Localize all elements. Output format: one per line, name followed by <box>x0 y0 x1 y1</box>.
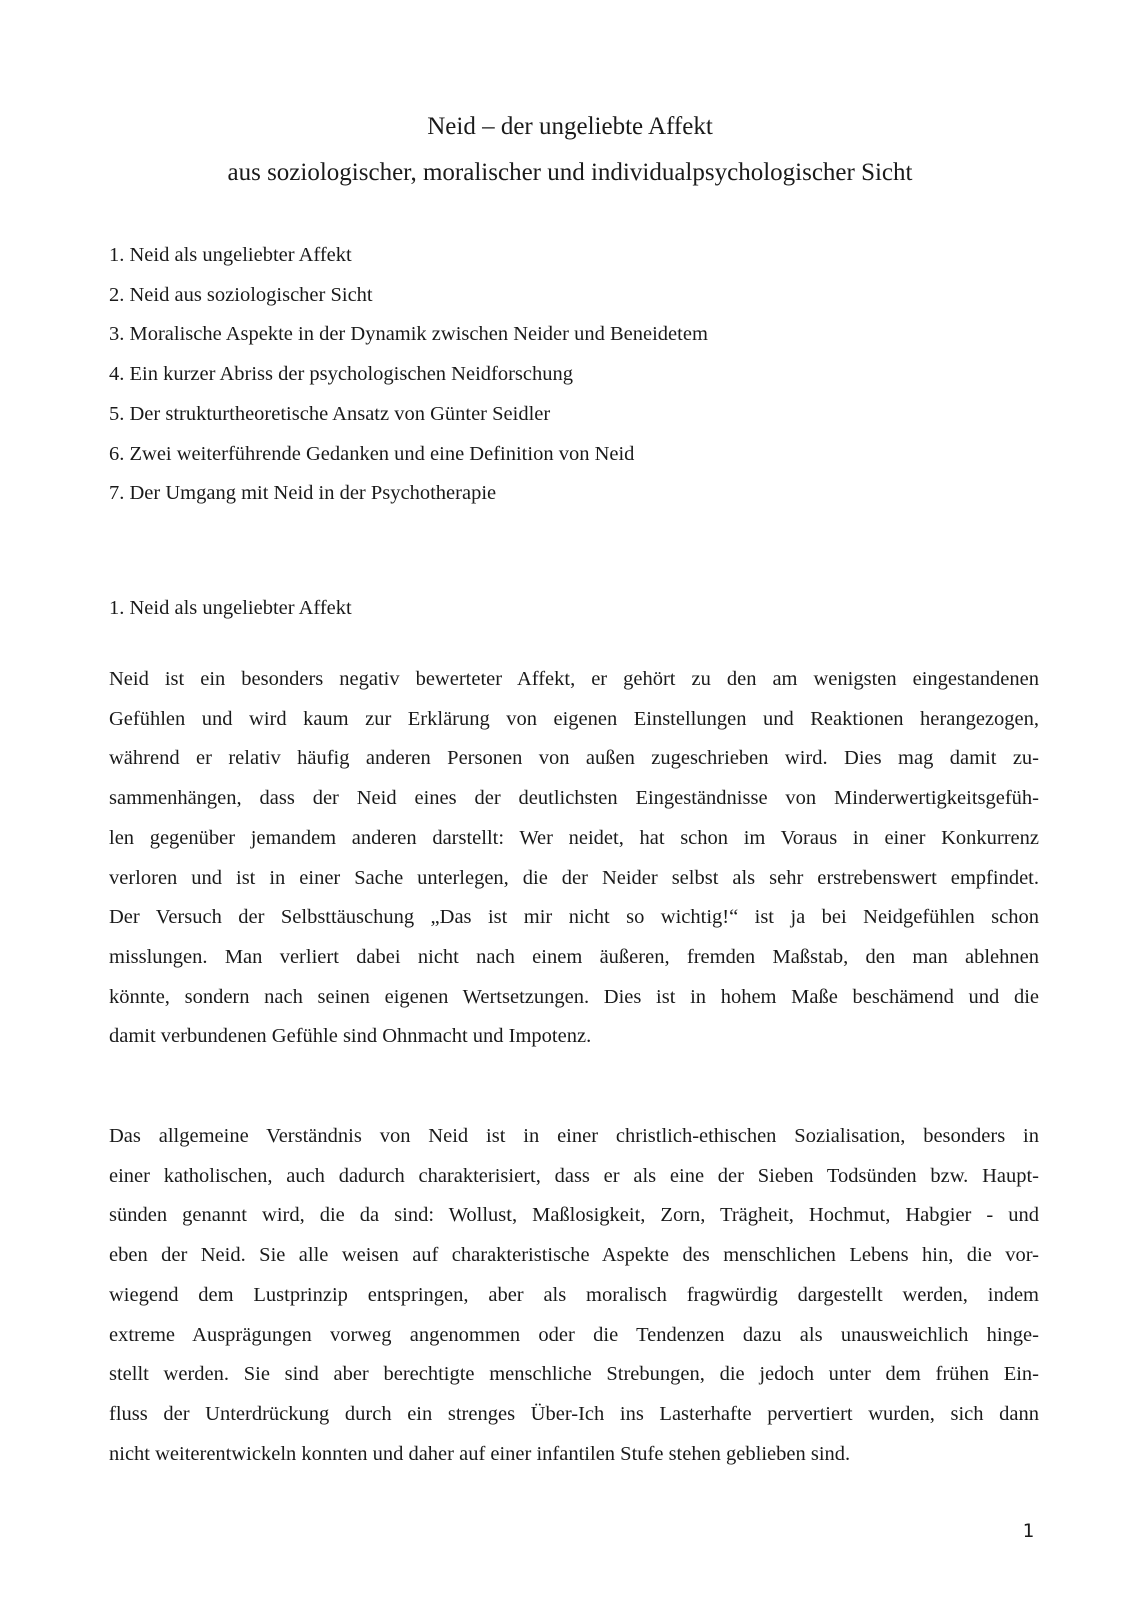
paragraph-line: misslungen. Man verliert dabei nicht nach einem äußeren, fremden Maßstab, den man ablehnen <box>109 945 1039 968</box>
toc-item: 2. Neid aus soziologischer Sicht <box>109 283 373 306</box>
title-line-1: Neid – der ungeliebte Affekt <box>427 113 713 140</box>
paragraph-line: einer katholischen, auch dadurch charakterisiert, dass er als eine der Sieben Todsünden bzw. Haupt- <box>109 1164 1039 1187</box>
paragraph-line: extreme Ausprägungen vorweg angenommen oder die Tendenzen dazu als unausweichlich hinge- <box>109 1323 1039 1346</box>
toc-item: 5. Der strukturtheoretische Ansatz von Günter Seidler <box>109 402 551 425</box>
paragraph-line: nicht weiterentwickeln konnten und daher auf einer infantilen Stufe stehen geblieben sind. <box>109 1442 851 1465</box>
paragraph-line: fluss der Unterdrückung durch ein strenges Über-Ich ins Lasterhafte pervertiert wurden, sich dann <box>109 1402 1039 1425</box>
paragraph-line: sünden genannt wird, die da sind: Wollust, Maßlosigkeit, Zorn, Trägheit, Hochmut, Habgier - und <box>109 1204 1039 1227</box>
paragraph-line: eben der Neid. Sie alle weisen auf charakteristische Aspekte des menschlichen Lebens hin, die vor- <box>109 1244 1039 1267</box>
table-of-contents <box>109 236 1039 514</box>
document-title <box>0 104 1140 196</box>
paragraph-line: Gefühlen und wird kaum zur Erklärung von eigenen Einstellungen und Reaktionen herangezogen, <box>109 707 1039 730</box>
toc-item: 3. Moralische Aspekte in der Dynamik zwischen Neider und Beneidetem <box>109 323 708 346</box>
paragraph-line: len gegenüber jemandem anderen darstellt: Wer neidet, hat schon im Voraus in einer Konkurrenz <box>109 826 1039 849</box>
section-heading: 1. Neid als ungeliebter Affekt <box>109 597 352 619</box>
title-line-2: aus soziologischer, moralischer und individualpsychologischer Sicht <box>227 159 913 186</box>
paragraph-2 <box>109 1117 1039 1474</box>
toc-item: 6. Zwei weiterführende Gedanken und eine Definition von Neid <box>109 442 635 465</box>
paragraph-line: Der Versuch der Selbsttäuschung „Das ist mir nicht so wichtig!“ ist ja bei Neidgefühlen schon <box>109 906 1039 929</box>
paragraph-line: könnte, sondern nach seinen eigenen Wertsetzungen. Dies ist in hohem Maße beschämend und die <box>109 985 1039 1008</box>
paragraph-line: stellt werden. Sie sind aber berechtigte menschliche Strebungen, die jedoch unter dem frühen Ein- <box>109 1363 1039 1386</box>
toc-item: 1. Neid als ungeliebter Affekt <box>109 244 352 266</box>
paragraph-line: während er relativ häufig anderen Personen von außen zugeschrieben wird. Dies mag damit zu- <box>109 747 1039 770</box>
paragraph-line: Das allgemeine Verständnis von Neid ist in einer christlich-ethischen Sozialisation, besonders in <box>109 1125 1039 1147</box>
paragraph-line: verloren und ist in einer Sache unterlegen, die der Neider selbst als sehr erstrebenswert empfindet. <box>109 866 1039 889</box>
paragraph-line: sammenhängen, dass der Neid eines der deutlichsten Eingeständnisse von Minderwertigkeitsgefüh- <box>109 787 1039 810</box>
paragraph-line: wiegend dem Lustprinzip entspringen, aber als moralisch fragwürdig dargestellt werden, indem <box>109 1283 1039 1306</box>
paragraph-line: damit verbundenen Gefühle sind Ohnmacht und Impotenz. <box>109 1025 592 1048</box>
paragraph-1 <box>109 660 1039 1057</box>
page-number: 1 <box>1022 1520 1034 1542</box>
toc-item: 4. Ein kurzer Abriss der psychologischen Neidforschung <box>109 363 573 386</box>
paragraph-line: Neid ist ein besonders negativ bewerteter Affekt, er gehört zu den am wenigsten eingestandenen <box>109 668 1039 690</box>
toc-item: 7. Der Umgang mit Neid in der Psychotherapie <box>109 482 497 505</box>
